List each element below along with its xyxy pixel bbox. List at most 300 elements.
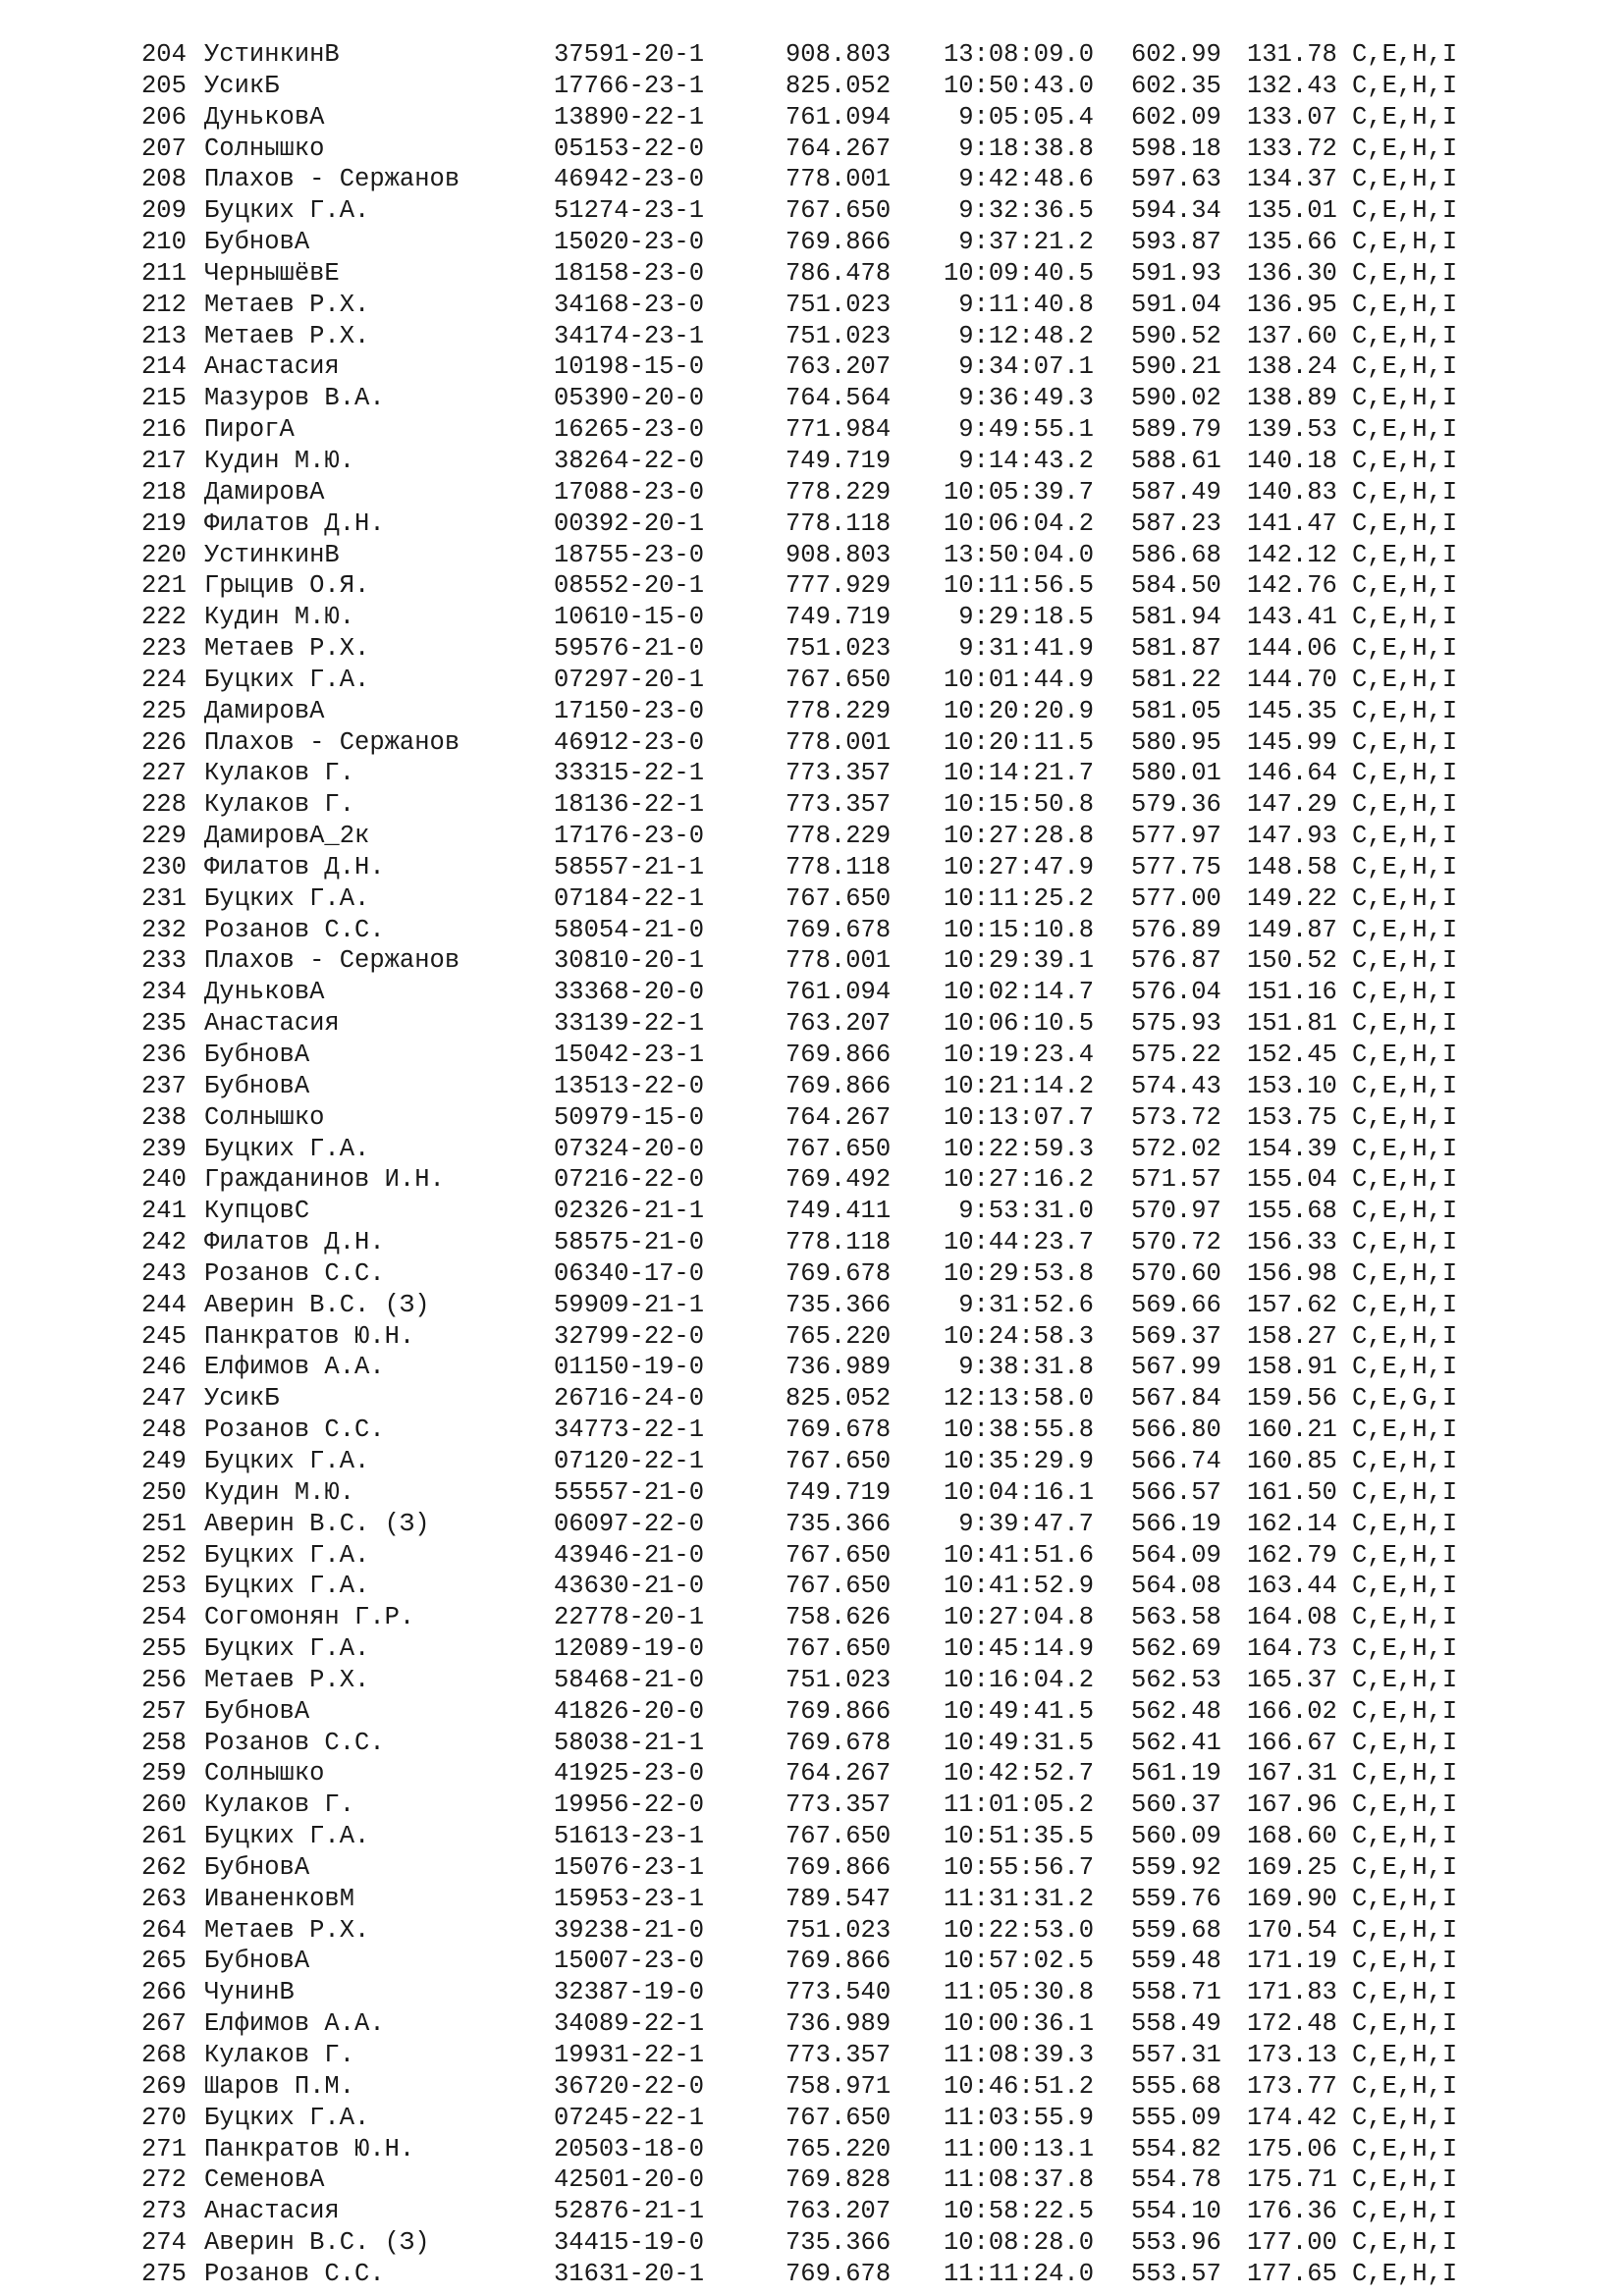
place-number: 250 xyxy=(141,1477,187,1507)
distance-value: 764.267 xyxy=(785,133,892,163)
category-codes: C,E,H,I xyxy=(1352,1102,1458,1132)
distance-value: 786.478 xyxy=(785,258,892,288)
speed-value: 591.04 xyxy=(1131,290,1221,319)
distance-value: 769.866 xyxy=(785,1947,892,1976)
arrival-time: 9:38:31.8 xyxy=(958,1353,1094,1382)
place-number: 242 xyxy=(141,1228,187,1257)
speed-value: 575.22 xyxy=(1131,1041,1221,1069)
speed-value: 587.23 xyxy=(1131,508,1221,538)
place-number: 257 xyxy=(141,1696,187,1726)
ring-number: 07120-22-1 xyxy=(554,1446,705,1475)
place-number: 252 xyxy=(141,1540,187,1570)
distance-value: 765.220 xyxy=(785,1321,892,1351)
participant-name: ДуньковА xyxy=(204,102,325,132)
speed-value: 580.95 xyxy=(1131,727,1221,757)
points-value: 149.87 xyxy=(1247,915,1337,944)
arrival-time: 10:06:04.2 xyxy=(943,508,1094,538)
arrival-time: 10:01:44.9 xyxy=(943,665,1094,694)
arrival-time: 9:14:43.2 xyxy=(958,446,1094,475)
category-codes: C,E,H,I xyxy=(1352,1884,1458,1913)
participant-name: Буцких Г.А. xyxy=(204,1540,370,1570)
category-codes: C,E,H,I xyxy=(1352,1165,1458,1195)
speed-value: 558.71 xyxy=(1131,1978,1221,2007)
category-codes: C,E,H,I xyxy=(1352,1477,1458,1507)
ring-number: 39238-21-0 xyxy=(554,1915,705,1945)
category-codes: C,E,H,I xyxy=(1352,1822,1458,1851)
points-value: 155.68 xyxy=(1247,1197,1337,1226)
place-number: 224 xyxy=(141,665,187,694)
category-codes: C,E,H,I xyxy=(1352,477,1458,507)
speed-value: 561.19 xyxy=(1131,1759,1221,1789)
place-number: 272 xyxy=(141,2165,187,2195)
points-value: 162.79 xyxy=(1247,1540,1337,1570)
points-value: 134.37 xyxy=(1247,165,1337,194)
points-value: 172.48 xyxy=(1247,2009,1337,2039)
arrival-time: 10:58:22.5 xyxy=(943,2197,1094,2226)
points-value: 147.29 xyxy=(1247,790,1337,820)
ring-number: 07216-22-0 xyxy=(554,1165,705,1195)
distance-value: 769.678 xyxy=(785,2259,892,2288)
points-value: 175.71 xyxy=(1247,2165,1337,2195)
speed-value: 562.69 xyxy=(1131,1634,1221,1664)
ring-number: 00392-20-1 xyxy=(554,508,705,538)
distance-value: 736.989 xyxy=(785,1353,892,1382)
place-number: 264 xyxy=(141,1915,187,1945)
points-value: 158.27 xyxy=(1247,1321,1337,1351)
speed-value: 566.74 xyxy=(1131,1446,1221,1475)
speed-value: 567.99 xyxy=(1131,1353,1221,1382)
points-value: 131.78 xyxy=(1247,40,1337,69)
ring-number: 20503-18-0 xyxy=(554,2134,705,2163)
category-codes: C,E,H,I xyxy=(1352,352,1458,382)
category-codes: C,E,H,I xyxy=(1352,415,1458,445)
category-codes: C,E,H,I xyxy=(1352,1321,1458,1351)
category-codes: C,E,H,I xyxy=(1352,1790,1458,1820)
place-number: 211 xyxy=(141,258,187,288)
speed-value: 570.72 xyxy=(1131,1228,1221,1257)
distance-value: 767.650 xyxy=(785,1446,892,1475)
category-codes: C,E,H,I xyxy=(1352,228,1458,257)
ring-number: 58557-21-1 xyxy=(554,852,705,881)
arrival-time: 11:08:37.8 xyxy=(943,2165,1094,2195)
ring-number: 43946-21-0 xyxy=(554,1540,705,1570)
distance-value: 771.984 xyxy=(785,415,892,445)
distance-value: 764.267 xyxy=(785,1759,892,1789)
arrival-time: 10:11:25.2 xyxy=(943,883,1094,913)
participant-name: Буцких Г.А. xyxy=(204,883,370,913)
participant-name: БубновА xyxy=(204,1852,310,1882)
distance-value: 769.678 xyxy=(785,915,892,944)
points-value: 138.89 xyxy=(1247,384,1337,413)
speed-value: 577.75 xyxy=(1131,852,1221,881)
points-value: 177.65 xyxy=(1247,2259,1337,2288)
ring-number: 51613-23-1 xyxy=(554,1822,705,1851)
arrival-time: 10:22:53.0 xyxy=(943,1915,1094,1945)
participant-name: Филатов Д.Н. xyxy=(204,852,385,881)
participant-name: Кулаков Г. xyxy=(204,2041,355,2069)
place-number: 208 xyxy=(141,165,187,194)
distance-value: 767.650 xyxy=(785,1634,892,1664)
arrival-time: 10:13:07.7 xyxy=(943,1102,1094,1132)
category-codes: C,E,H,I xyxy=(1352,1696,1458,1726)
category-codes: C,E,H,I xyxy=(1352,696,1458,725)
distance-value: 764.564 xyxy=(785,384,892,413)
participant-name: КупцовС xyxy=(204,1197,310,1226)
distance-value: 773.357 xyxy=(785,759,892,788)
ring-number: 34773-22-1 xyxy=(554,1415,705,1445)
place-number: 237 xyxy=(141,1071,187,1100)
ring-number: 22778-20-1 xyxy=(554,1603,705,1632)
speed-value: 588.61 xyxy=(1131,446,1221,475)
arrival-time: 9:29:18.5 xyxy=(958,603,1094,632)
participant-name: Плахов - Сержанов xyxy=(204,946,460,976)
distance-value: 749.411 xyxy=(785,1197,892,1226)
place-number: 261 xyxy=(141,1822,187,1851)
points-value: 169.90 xyxy=(1247,1884,1337,1913)
speed-value: 593.87 xyxy=(1131,228,1221,257)
place-number: 220 xyxy=(141,540,187,569)
ring-number: 13890-22-1 xyxy=(554,102,705,132)
ring-number: 19931-22-1 xyxy=(554,2041,705,2069)
distance-value: 769.678 xyxy=(785,1415,892,1445)
speed-value: 554.10 xyxy=(1131,2197,1221,2226)
ring-number: 33368-20-0 xyxy=(554,978,705,1007)
distance-value: 764.267 xyxy=(785,1102,892,1132)
distance-value: 767.650 xyxy=(785,1572,892,1601)
place-number: 236 xyxy=(141,1041,187,1069)
participant-name: Розанов С.С. xyxy=(204,915,385,944)
speed-value: 581.22 xyxy=(1131,665,1221,694)
participant-name: Грыцив О.Я. xyxy=(204,571,370,601)
place-number: 206 xyxy=(141,102,187,132)
participant-name: Розанов С.С. xyxy=(204,2259,385,2288)
ring-number: 46912-23-0 xyxy=(554,727,705,757)
distance-value: 778.229 xyxy=(785,696,892,725)
arrival-time: 10:15:50.8 xyxy=(943,790,1094,820)
arrival-time: 9:32:36.5 xyxy=(958,196,1094,226)
arrival-time: 10:20:11.5 xyxy=(943,727,1094,757)
speed-value: 562.53 xyxy=(1131,1665,1221,1694)
ring-number: 55557-21-0 xyxy=(554,1477,705,1507)
points-value: 143.41 xyxy=(1247,603,1337,632)
place-number: 273 xyxy=(141,2197,187,2226)
speed-value: 581.05 xyxy=(1131,696,1221,725)
points-value: 153.10 xyxy=(1247,1071,1337,1100)
participant-name: Метаев Р.Х. xyxy=(204,1665,370,1694)
speed-value: 579.36 xyxy=(1131,790,1221,820)
points-value: 133.07 xyxy=(1247,102,1337,132)
participant-name: Гражданинов И.Н. xyxy=(204,1165,445,1195)
points-value: 176.36 xyxy=(1247,2197,1337,2226)
points-value: 151.81 xyxy=(1247,1009,1337,1039)
distance-value: 751.023 xyxy=(785,634,892,664)
points-value: 135.66 xyxy=(1247,228,1337,257)
points-value: 171.83 xyxy=(1247,1978,1337,2007)
category-codes: C,E,H,I xyxy=(1352,1947,1458,1976)
speed-value: 575.93 xyxy=(1131,1009,1221,1039)
ring-number: 34089-22-1 xyxy=(554,2009,705,2039)
points-value: 151.16 xyxy=(1247,978,1337,1007)
participant-name: УсикБ xyxy=(204,71,280,100)
place-number: 256 xyxy=(141,1665,187,1694)
category-codes: C,E,G,I xyxy=(1352,1384,1458,1414)
speed-value: 570.60 xyxy=(1131,1258,1221,1288)
ring-number: 51274-23-1 xyxy=(554,196,705,226)
distance-value: 767.650 xyxy=(785,1540,892,1570)
speed-value: 571.57 xyxy=(1131,1165,1221,1195)
ring-number: 58468-21-0 xyxy=(554,1665,705,1694)
category-codes: C,E,H,I xyxy=(1352,2259,1458,2288)
place-number: 229 xyxy=(141,822,187,851)
distance-value: 758.971 xyxy=(785,2071,892,2101)
place-number: 247 xyxy=(141,1384,187,1414)
distance-value: 778.001 xyxy=(785,946,892,976)
place-number: 225 xyxy=(141,696,187,725)
speed-value: 562.41 xyxy=(1131,1728,1221,1757)
place-number: 222 xyxy=(141,603,187,632)
category-codes: C,E,H,I xyxy=(1352,102,1458,132)
category-codes: C,E,H,I xyxy=(1352,384,1458,413)
participant-name: Метаев Р.Х. xyxy=(204,1915,370,1945)
arrival-time: 9:05:05.4 xyxy=(958,102,1094,132)
distance-value: 769.678 xyxy=(785,1258,892,1288)
arrival-time: 11:08:39.3 xyxy=(943,2041,1094,2069)
speed-value: 563.58 xyxy=(1131,1603,1221,1632)
distance-value: 778.118 xyxy=(785,852,892,881)
distance-value: 767.650 xyxy=(785,1822,892,1851)
arrival-time: 11:01:05.2 xyxy=(943,1790,1094,1820)
place-number: 255 xyxy=(141,1634,187,1664)
place-number: 243 xyxy=(141,1258,187,1288)
ring-number: 15042-23-1 xyxy=(554,1041,705,1069)
category-codes: C,E,H,I xyxy=(1352,196,1458,226)
points-value: 162.14 xyxy=(1247,1509,1337,1538)
ring-number: 41925-23-0 xyxy=(554,1759,705,1789)
ring-number: 13513-22-0 xyxy=(554,1071,705,1100)
category-codes: C,E,H,I xyxy=(1352,1041,1458,1069)
distance-value: 778.229 xyxy=(785,822,892,851)
category-codes: C,E,H,I xyxy=(1352,759,1458,788)
category-codes: C,E,H,I xyxy=(1352,1978,1458,2007)
distance-value: 749.719 xyxy=(785,1477,892,1507)
distance-value: 767.650 xyxy=(785,665,892,694)
ring-number: 34168-23-0 xyxy=(554,290,705,319)
speed-value: 602.09 xyxy=(1131,102,1221,132)
participant-name: Кудин М.Ю. xyxy=(204,1477,355,1507)
distance-value: 778.118 xyxy=(785,508,892,538)
ring-number: 38264-22-0 xyxy=(554,446,705,475)
arrival-time: 11:03:55.9 xyxy=(943,2103,1094,2132)
category-codes: C,E,H,I xyxy=(1352,822,1458,851)
ring-number: 59909-21-1 xyxy=(554,1290,705,1319)
speed-value: 577.00 xyxy=(1131,883,1221,913)
arrival-time: 10:41:51.6 xyxy=(943,1540,1094,1570)
arrival-time: 10:06:10.5 xyxy=(943,1009,1094,1039)
ring-number: 15076-23-1 xyxy=(554,1852,705,1882)
speed-value: 589.79 xyxy=(1131,415,1221,445)
ring-number: 41826-20-0 xyxy=(554,1696,705,1726)
category-codes: C,E,H,I xyxy=(1352,1290,1458,1319)
arrival-time: 10:49:41.5 xyxy=(943,1696,1094,1726)
place-number: 240 xyxy=(141,1165,187,1195)
speed-value: 558.49 xyxy=(1131,2009,1221,2039)
distance-value: 765.220 xyxy=(785,2134,892,2163)
speed-value: 573.72 xyxy=(1131,1102,1221,1132)
ring-number: 06340-17-0 xyxy=(554,1258,705,1288)
arrival-time: 10:46:51.2 xyxy=(943,2071,1094,2101)
points-value: 171.19 xyxy=(1247,1947,1337,1976)
category-codes: C,E,H,I xyxy=(1352,1509,1458,1538)
participant-name: СеменовА xyxy=(204,2165,325,2195)
arrival-time: 12:13:58.0 xyxy=(943,1384,1094,1414)
ring-number: 26716-24-0 xyxy=(554,1384,705,1414)
speed-value: 569.37 xyxy=(1131,1321,1221,1351)
speed-value: 557.31 xyxy=(1131,2041,1221,2069)
ring-number: 19956-22-0 xyxy=(554,1790,705,1820)
participant-name: БубновА xyxy=(204,228,310,257)
arrival-time: 10:08:28.0 xyxy=(943,2228,1094,2258)
place-number: 209 xyxy=(141,196,187,226)
ring-number: 01150-19-0 xyxy=(554,1353,705,1382)
ring-number: 36720-22-0 xyxy=(554,2071,705,2101)
category-codes: C,E,H,I xyxy=(1352,1915,1458,1945)
ring-number: 33139-22-1 xyxy=(554,1009,705,1039)
place-number: 271 xyxy=(141,2134,187,2163)
place-number: 248 xyxy=(141,1415,187,1445)
place-number: 212 xyxy=(141,290,187,319)
place-number: 253 xyxy=(141,1572,187,1601)
category-codes: C,E,H,I xyxy=(1352,2165,1458,2195)
ring-number: 15953-23-1 xyxy=(554,1884,705,1913)
ring-number: 18136-22-1 xyxy=(554,790,705,820)
speed-value: 576.87 xyxy=(1131,946,1221,976)
arrival-time: 10:02:14.7 xyxy=(943,978,1094,1007)
participant-name: Буцких Г.А. xyxy=(204,1572,370,1601)
ring-number: 34174-23-1 xyxy=(554,321,705,350)
participant-name: ЧунинВ xyxy=(204,1978,295,2007)
place-number: 210 xyxy=(141,228,187,257)
distance-value: 769.866 xyxy=(785,1852,892,1882)
category-codes: C,E,H,I xyxy=(1352,71,1458,100)
arrival-time: 11:31:31.2 xyxy=(943,1884,1094,1913)
category-codes: C,E,H,I xyxy=(1352,571,1458,601)
arrival-time: 10:14:21.7 xyxy=(943,759,1094,788)
points-value: 170.54 xyxy=(1247,1915,1337,1945)
distance-value: 763.207 xyxy=(785,2197,892,2226)
speed-value: 567.84 xyxy=(1131,1384,1221,1414)
participant-name: Кудин М.Ю. xyxy=(204,446,355,475)
participant-name: Буцких Г.А. xyxy=(204,196,370,226)
points-value: 138.24 xyxy=(1247,352,1337,382)
points-value: 160.85 xyxy=(1247,1446,1337,1475)
place-number: 234 xyxy=(141,978,187,1007)
points-value: 148.58 xyxy=(1247,852,1337,881)
distance-value: 735.366 xyxy=(785,1290,892,1319)
participant-name: Филатов Д.Н. xyxy=(204,1228,385,1257)
points-value: 145.99 xyxy=(1247,727,1337,757)
points-value: 155.04 xyxy=(1247,1165,1337,1195)
arrival-time: 9:11:40.8 xyxy=(958,290,1094,319)
points-value: 166.67 xyxy=(1247,1728,1337,1757)
place-number: 262 xyxy=(141,1852,187,1882)
participant-name: Буцких Г.А. xyxy=(204,1822,370,1851)
speed-value: 602.99 xyxy=(1131,40,1221,69)
participant-name: ДамировА xyxy=(204,477,325,507)
distance-value: 777.929 xyxy=(785,571,892,601)
arrival-time: 10:27:16.2 xyxy=(943,1165,1094,1195)
speed-value: 580.01 xyxy=(1131,759,1221,788)
distance-value: 769.866 xyxy=(785,228,892,257)
participant-name: Елфимов А.А. xyxy=(204,2009,385,2039)
ring-number: 42501-20-0 xyxy=(554,2165,705,2195)
speed-value: 566.19 xyxy=(1131,1509,1221,1538)
participant-name: Анастасия xyxy=(204,352,340,382)
category-codes: C,E,H,I xyxy=(1352,1134,1458,1163)
category-codes: C,E,H,I xyxy=(1352,978,1458,1007)
points-value: 169.25 xyxy=(1247,1852,1337,1882)
ring-number: 33315-22-1 xyxy=(554,759,705,788)
category-codes: C,E,H,I xyxy=(1352,1228,1458,1257)
participant-name: Розанов С.С. xyxy=(204,1415,385,1445)
participant-name: БубновА xyxy=(204,1696,310,1726)
arrival-time: 9:49:55.1 xyxy=(958,415,1094,445)
points-value: 167.31 xyxy=(1247,1759,1337,1789)
distance-value: 736.989 xyxy=(785,2009,892,2039)
participant-name: Солнышко xyxy=(204,133,325,163)
arrival-time: 10:49:31.5 xyxy=(943,1728,1094,1757)
arrival-time: 10:05:39.7 xyxy=(943,477,1094,507)
category-codes: C,E,H,I xyxy=(1352,1603,1458,1632)
speed-value: 570.97 xyxy=(1131,1197,1221,1226)
participant-name: УсикБ xyxy=(204,1384,280,1414)
participant-name: Анастасия xyxy=(204,1009,340,1039)
points-value: 145.35 xyxy=(1247,696,1337,725)
speed-value: 566.80 xyxy=(1131,1415,1221,1445)
place-number: 268 xyxy=(141,2041,187,2069)
speed-value: 559.92 xyxy=(1131,1852,1221,1882)
arrival-time: 10:55:56.7 xyxy=(943,1852,1094,1882)
ring-number: 17150-23-0 xyxy=(554,696,705,725)
participant-name: ЧернышёвЕ xyxy=(204,258,340,288)
speed-value: 581.94 xyxy=(1131,603,1221,632)
place-number: 263 xyxy=(141,1884,187,1913)
participant-name: ПирогА xyxy=(204,415,295,445)
arrival-time: 10:11:56.5 xyxy=(943,571,1094,601)
distance-value: 773.540 xyxy=(785,1978,892,2007)
participant-name: Буцких Г.А. xyxy=(204,2103,370,2132)
ring-number: 34415-19-0 xyxy=(554,2228,705,2258)
arrival-time: 13:50:04.0 xyxy=(943,540,1094,569)
category-codes: C,E,H,I xyxy=(1352,2103,1458,2132)
points-value: 142.12 xyxy=(1247,540,1337,569)
points-value: 136.95 xyxy=(1247,290,1337,319)
speed-value: 576.89 xyxy=(1131,915,1221,944)
arrival-time: 10:51:35.5 xyxy=(943,1822,1094,1851)
ring-number: 31631-20-1 xyxy=(554,2259,705,2288)
place-number: 265 xyxy=(141,1947,187,1976)
speed-value: 562.48 xyxy=(1131,1696,1221,1726)
distance-value: 767.650 xyxy=(785,883,892,913)
category-codes: C,E,H,I xyxy=(1352,1728,1458,1757)
ring-number: 32799-22-0 xyxy=(554,1321,705,1351)
place-number: 205 xyxy=(141,71,187,100)
participant-name: Плахов - Сержанов xyxy=(204,727,460,757)
category-codes: C,E,H,I xyxy=(1352,1540,1458,1570)
ring-number: 30810-20-1 xyxy=(554,946,705,976)
category-codes: C,E,H,I xyxy=(1352,2071,1458,2101)
ring-number: 10610-15-0 xyxy=(554,603,705,632)
points-value: 140.18 xyxy=(1247,446,1337,475)
